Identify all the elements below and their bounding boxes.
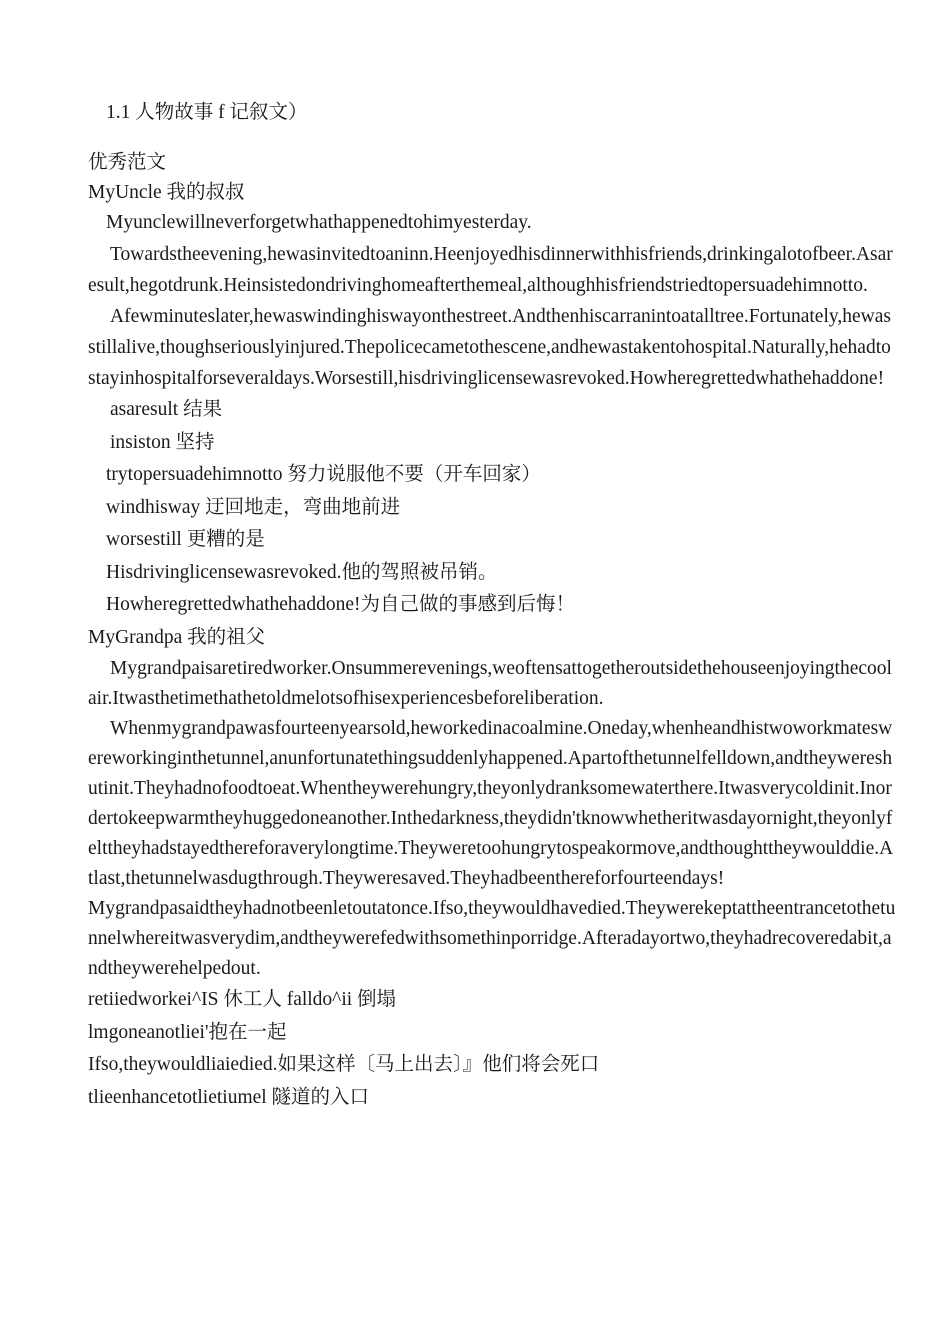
essay-title-grandpa: MyGrandpa 我的祖父 [88, 626, 266, 648]
document-heading: 1.1 人物故事 f 记叙文） [106, 102, 308, 123]
essay-paragraph-uncle-1: Towardstheevening,hewasinvitedtoaninn.Heenjoyedhisdinnerwithhisfriends,drinkingalotofbeer.Asaresult,hegotdrunk.Heinsistedondrivinghomeafterthemeal,althoughhisfriendstriedtopersuadehimnotto. [88, 244, 893, 296]
vocab-item: Ifso,theywouldliaiedied.如果这样〔马上出去〕』他们将会死口 [88, 1054, 600, 1075]
essay-paragraph-uncle-2: Afewminuteslater,hewaswindinghiswayonthestreet.Andthenhiscarranintoatalltree.Fortunately,hewasstillalive,thoughseriouslyinjured.Thepolicecametothescene,andhewastakentohospital.Naturally,hehadtostayinhospitalforseveraldays.Worsestill,hisdrivinglicensewasrevoked.Howheregrettedwhathehaddone! [88, 306, 891, 389]
essay-paragraph-grandpa-3: Mygrandpasaidtheyhadnotbeenletoutatonce.Ifso,theywouldhavedied.Theywerekeptattheentrancetothetunnelwhereitwasverydim,andtheywerefedwithsomethinporridge.Afteradayortwo,theyhadrecoveredabit,andtheywerehelpedout. [88, 898, 896, 979]
essay-intro-uncle: Myunclewillneverforgetwhathappenedtohimyesterday. [106, 212, 532, 233]
essay-paragraph-grandpa-2: Whenmygrandpawasfourteenyearsold,heworkedinacoalmine.Oneday,whenheandhistwoworkmateswereworkinginthetunnel,anunfortunatethingsuddenlyhappened.Apartofthetunnelfelldown,andtheywereshutinit.Theyhadnofoodtoeat.Whentheywerehungry,theyonlydranksomewaterthere.Itwasverycoldinit.Inordertokeepwarmtheyhuggedoneanother.Inthedarkness,theydidn'tknowwhetheritwasdayornight,theyonlyfelttheyhadstayedthereforaverylongtime.Theyweretoohungrytospeakormove,andthoughttheywoulddie.Atlast,thetunnelwasdugthrough.Theyweresaved.Theyhadbeenthereforfourteendays! [88, 718, 894, 889]
vocab-item: asaresult 结果 [110, 399, 223, 420]
vocab-item: Hisdrivinglicensewasrevoked.他的驾照被吊销。 [106, 561, 498, 583]
section-title: 优秀范文 [88, 152, 167, 173]
vocab-item: retiiedworkei^IS 休工人 falldo^ii 倒塌 [88, 989, 397, 1010]
document-page [88, 98, 896, 1114]
vocab-item: Howheregrettedwhathehaddone!为自己做的事感到后悔！ [106, 594, 575, 615]
essay-title-uncle: MyUncle 我的叔叔 [88, 182, 245, 203]
vocab-item: insiston 坚持 [110, 431, 215, 453]
essay-paragraph-grandpa-1: Mygrandpaisaretiredworker.Onsummerevenings,weoftensattogetheroutsidethehouseenjoyingthecoolair.Itwasthetimethathetoldmelotsofhisexperiencesbeforeliberation. [88, 658, 892, 709]
vocab-item: trytopersuadehimnotto 努力说服他不要（开车回家） [106, 464, 541, 485]
vocab-item: worsestill 更糟的是 [106, 529, 265, 550]
vocab-item: tlieenhancetotlietiumel 隧道的入口 [88, 1086, 370, 1108]
vocab-item: lmgoneanotliei'抱在一起 [88, 1021, 287, 1043]
vocab-item: windhisway 迂回地走，弯曲地前进 [106, 496, 401, 518]
